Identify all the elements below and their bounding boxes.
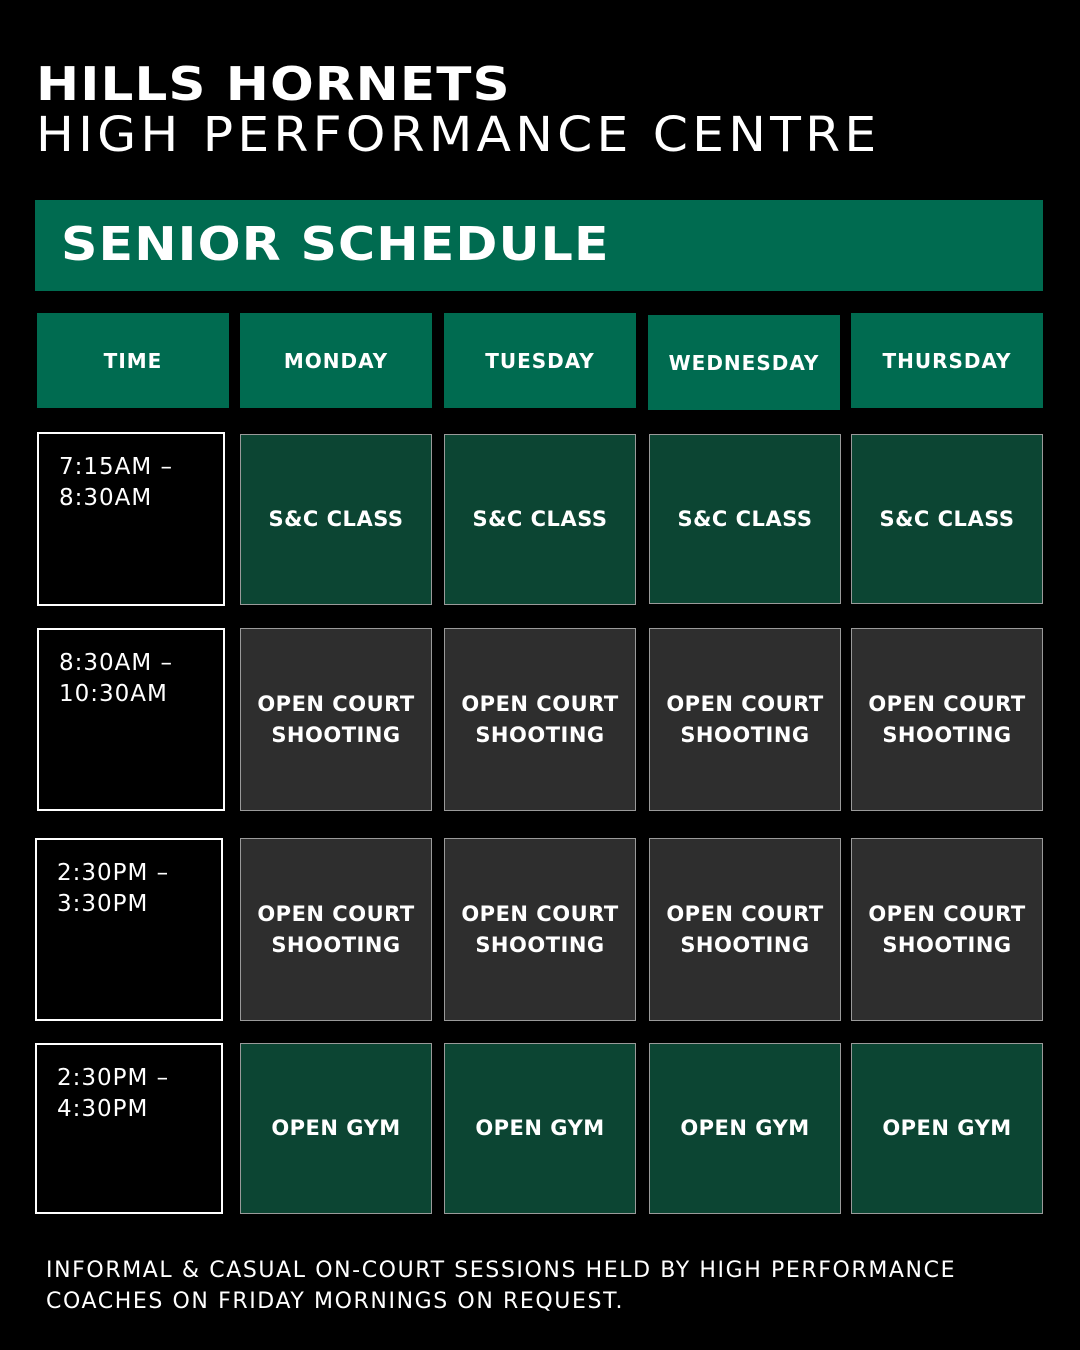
session-thursday-3: OPEN COURT SHOOTING (851, 838, 1043, 1021)
session-wednesday-1: S&C CLASS (649, 434, 841, 604)
session-wednesday-3: OPEN COURT SHOOTING (649, 838, 841, 1021)
column-header-monday: MONDAY (240, 313, 432, 408)
column-header-time: TIME (37, 313, 229, 408)
session-wednesday-4: OPEN GYM (649, 1043, 841, 1214)
column-header-tuesday: TUESDAY (444, 313, 636, 408)
session-thursday-1: S&C CLASS (851, 434, 1043, 604)
session-tuesday-1: S&C CLASS (444, 434, 636, 605)
session-tuesday-2: OPEN COURT SHOOTING (444, 628, 636, 811)
schedule-title: SENIOR SCHEDULE (61, 217, 610, 271)
time-slot-4: 2:30PM – 4:30PM (35, 1043, 223, 1214)
session-thursday-4: OPEN GYM (851, 1043, 1043, 1214)
time-slot-2: 8:30AM – 10:30AM (37, 628, 225, 811)
session-thursday-2: OPEN COURT SHOOTING (851, 628, 1043, 811)
column-header-thursday: THURSDAY (851, 313, 1043, 408)
schedule-banner (35, 200, 1043, 291)
time-slot-3: 2:30PM – 3:30PM (35, 838, 223, 1021)
time-slot-1: 7:15AM – 8:30AM (37, 432, 225, 606)
footer-note: INFORMAL & CASUAL ON-COURT SESSIONS HELD BY HIGH PERFORMANCE COACHES ON FRIDAY MORNINGS ON REQUEST. (46, 1258, 957, 1314)
column-header-wednesday: WEDNESDAY (648, 315, 840, 410)
session-tuesday-4: OPEN GYM (444, 1043, 636, 1214)
centre-name: HIGH PERFORMANCE CENTRE (36, 107, 881, 163)
session-monday-3: OPEN COURT SHOOTING (240, 838, 432, 1021)
club-name: HILLS HORNETS (36, 57, 511, 111)
session-monday-4: OPEN GYM (240, 1043, 432, 1214)
session-wednesday-2: OPEN COURT SHOOTING (649, 628, 841, 811)
session-monday-1: S&C CLASS (240, 434, 432, 605)
session-monday-2: OPEN COURT SHOOTING (240, 628, 432, 811)
session-tuesday-3: OPEN COURT SHOOTING (444, 838, 636, 1021)
